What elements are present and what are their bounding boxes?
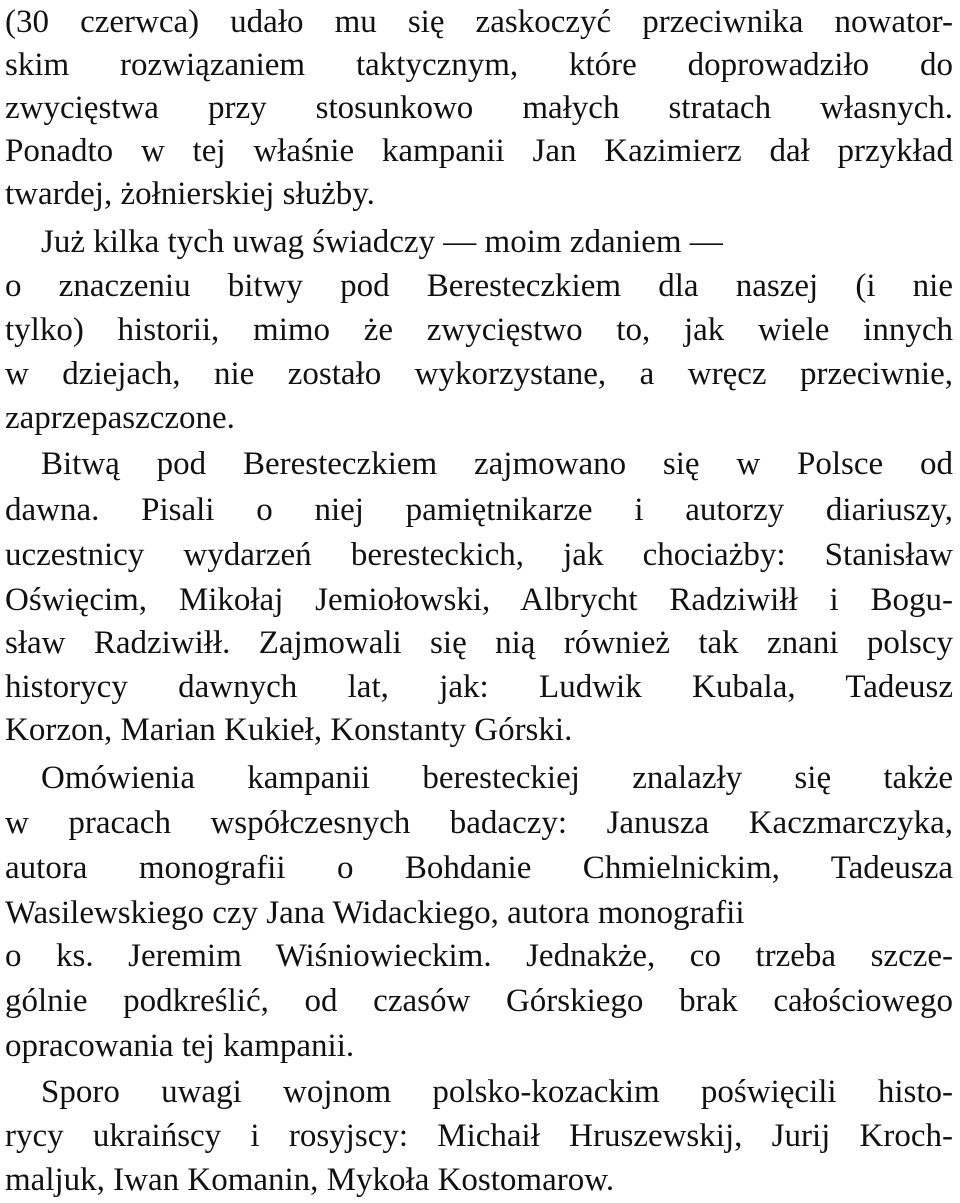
text-line: Oświęcim, Mikołaj Jemiołowski, Albrycht Radziwiłł i Bogu-: [5, 582, 953, 618]
text-line: skim rozwiązaniem taktycznym, które doprowadziło do: [5, 47, 953, 83]
text-line: gólnie podkreślić, od czasów Górskiego brak całościowego: [5, 983, 953, 1019]
text-line: autora monografii o Bohdanie Chmielnickim, Tadeusza: [5, 850, 953, 886]
text-line: Wasilewskiego czy Jana Widackiego, autora monografii: [5, 895, 745, 931]
text-line: rycy ukraińscy i rosyjscy: Michaił Hruszewskij, Jurij Kroch-: [5, 1118, 953, 1154]
paragraph-first-line: Omówienia kampanii beresteckiej znalazły się także: [41, 760, 953, 796]
text-line: (30 czerwca) udało mu się zaskoczyć przeciwnika nowator-: [5, 4, 953, 40]
text-line: opracowania tej kampanii.: [5, 1028, 355, 1064]
text-line: Ponadto w tej właśnie kampanii Jan Kazimierz dał przykład: [5, 133, 953, 169]
text-line: Korzon, Marian Kukieł, Konstanty Górski.: [5, 712, 573, 748]
text-line: tylko) historii, mimo że zwycięstwo to, jak wiele innych: [5, 312, 953, 348]
text-line: maljuk, Iwan Komanin, Mykoła Kostomarow.: [5, 1162, 615, 1198]
text-line: w dziejach, nie zostało wykorzystane, a wręcz przeciwnie,: [5, 356, 953, 392]
text-line: zwycięstwa przy stosunkowo małych stratach własnych.: [5, 90, 953, 126]
text-line: zaprzepaszczone.: [5, 400, 235, 436]
text-line: dawna. Pisali o niej pamiętnikarze i autorzy diariuszy,: [5, 492, 953, 528]
text-line: historycy dawnych lat, jak: Ludwik Kubala, Tadeusz: [5, 669, 953, 705]
paragraph-first-line: Bitwą pod Beresteczkiem zajmowano się w Polsce od: [41, 446, 953, 482]
text-line: uczestnicy wydarzeń beresteckich, jak chociażby: Stanisław: [5, 537, 953, 573]
text-line: sław Radziwiłł. Zajmowali się nią również tak znani polscy: [5, 625, 953, 661]
paragraph-first-line: Sporo uwagi wojnom polsko-kozackim poświęcili histo-: [41, 1074, 953, 1110]
text-line: w pracach współczesnych badaczy: Janusza Kaczmarczyka,: [5, 805, 953, 841]
paragraph-first-line: Już kilka tych uwag świadczy — moim zdaniem —: [41, 224, 723, 260]
text-line: o znaczeniu bitwy pod Beresteczkiem dla naszej (i nie: [5, 268, 953, 304]
text-line: twardej, żołnierskiej służby.: [5, 176, 375, 212]
text-line: o ks. Jeremim Wiśniowieckim. Jednakże, co trzeba szcze-: [5, 938, 953, 974]
